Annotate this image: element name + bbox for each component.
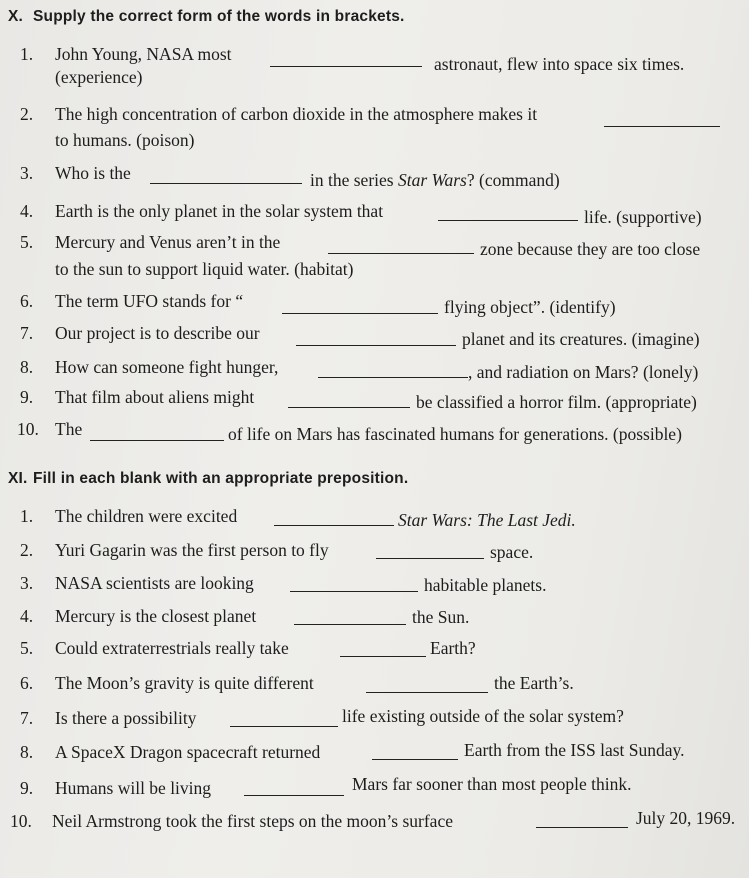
question-number: 8. — [20, 742, 34, 762]
answer-blank[interactable] — [294, 624, 406, 625]
title-italic: Star Wars — [397, 170, 467, 190]
question-number: 4. — [20, 606, 34, 626]
answer-blank[interactable] — [230, 726, 338, 727]
question-text: The — [55, 419, 83, 439]
question-text: A SpaceX Dragon spacecraft returned — [55, 742, 321, 762]
answer-blank[interactable] — [372, 759, 458, 760]
answer-blank[interactable] — [366, 692, 488, 693]
question-text: Mars far sooner than most people think. — [352, 774, 632, 794]
answer-blank[interactable] — [288, 407, 410, 408]
question-text: zone because they are too close — [480, 239, 701, 259]
question-text: How can someone fight hunger, — [55, 357, 279, 377]
question-text: Neil Armstrong took the first steps on the moon’s surface — [52, 811, 453, 831]
question-number: 7. — [20, 323, 34, 343]
question-number: 10. — [10, 811, 32, 831]
question-text: Mercury is the closest planet — [55, 606, 257, 626]
question-text: The Moon’s gravity is quite different — [55, 673, 314, 693]
question-text: , and radiation on Mars? (lonely) — [468, 362, 699, 382]
question-text: John Young, NASA most — [55, 44, 232, 64]
question-number: 1. — [20, 44, 34, 64]
question-number: 9. — [20, 387, 34, 407]
question-text: Who is the — [55, 163, 131, 183]
question-text: habitable planets. — [424, 575, 547, 595]
question-number: 5. — [20, 232, 34, 252]
answer-blank[interactable] — [282, 313, 438, 314]
question-text: That film about aliens might — [55, 387, 255, 407]
answer-blank[interactable] — [90, 440, 224, 441]
answer-blank[interactable] — [244, 795, 344, 796]
answer-blank[interactable] — [328, 253, 474, 254]
answer-blank[interactable] — [270, 66, 422, 67]
answer-blank[interactable] — [376, 558, 484, 559]
answer-blank[interactable] — [536, 827, 628, 828]
question-text: The children were excited — [55, 506, 238, 526]
question-text: July 20, 1969. — [636, 808, 736, 828]
question-number: 6. — [20, 291, 34, 311]
question-text: Earth from the ISS last Sunday. — [464, 740, 685, 760]
question-text: Is there a possibility — [55, 708, 197, 728]
answer-blank[interactable] — [438, 220, 578, 221]
question-text: be classified a horror film. (appropriate) — [416, 392, 697, 412]
answer-blank[interactable] — [274, 525, 394, 526]
question-number: 2. — [20, 540, 34, 560]
question-text: astronaut, flew into space six times. — [434, 54, 685, 74]
question-text: to humans. (poison) — [55, 130, 195, 150]
answer-blank[interactable] — [290, 591, 418, 592]
question-text: flying object”. (identify) — [444, 297, 616, 317]
question-text: life existing outside of the solar system? — [342, 706, 624, 726]
section-number: XI. — [8, 470, 28, 487]
section-title: Fill in each blank with an appropriate preposition. — [33, 470, 409, 487]
question-text: Humans will be living — [55, 778, 212, 798]
question-text: of life on Mars has fascinated humans for generations. (possible) — [228, 424, 682, 444]
question-text: NASA scientists are looking — [55, 573, 254, 593]
question-text: Our project is to describe our — [55, 323, 260, 343]
section-x-heading — [8, 8, 405, 26]
question-text: Earth is the only planet in the solar system that — [55, 201, 384, 221]
question-text: in the series Star Wars? (command) — [310, 170, 560, 190]
question-number: 6. — [20, 673, 34, 693]
question-number: 8. — [20, 357, 34, 377]
section-title: Supply the correct form of the words in brackets. — [33, 8, 405, 25]
question-text: The term UFO stands for “ — [55, 291, 244, 311]
question-text: space. — [490, 542, 534, 562]
question-text: Could extraterrestrials really take — [55, 638, 289, 658]
answer-blank[interactable] — [340, 656, 426, 657]
question-number: 2. — [20, 104, 34, 124]
section-number: X. — [8, 8, 24, 25]
question-number: 9. — [20, 778, 34, 798]
question-text: to the sun to support liquid water. (habitat) — [55, 259, 354, 279]
question-text: Star Wars: The Last Jedi. — [398, 510, 576, 530]
question-number: 3. — [20, 163, 34, 183]
question-number: 10. — [17, 419, 39, 439]
answer-blank[interactable] — [296, 345, 456, 346]
question-number: 3. — [20, 573, 34, 593]
section-xi-heading — [8, 470, 408, 488]
question-text: Earth? — [430, 638, 476, 658]
question-text: life. (supportive) — [584, 207, 702, 227]
question-text: the Earth’s. — [494, 673, 574, 693]
question-number: 5. — [20, 638, 34, 658]
answer-blank[interactable] — [150, 183, 302, 184]
answer-blank[interactable] — [318, 377, 468, 378]
question-text: Mercury and Venus aren’t in the — [55, 232, 281, 252]
answer-blank[interactable] — [604, 126, 720, 127]
question-number: 7. — [20, 708, 34, 728]
question-number: 4. — [20, 201, 34, 221]
question-number: 1. — [20, 506, 34, 526]
question-text: planet and its creatures. (imagine) — [462, 329, 700, 349]
question-text: Yuri Gagarin was the first person to fly — [55, 540, 329, 560]
question-text: The high concentration of carbon dioxide in the atmosphere makes it — [55, 104, 538, 124]
question-text: the Sun. — [412, 607, 470, 627]
question-hint: (experience) — [55, 67, 143, 87]
